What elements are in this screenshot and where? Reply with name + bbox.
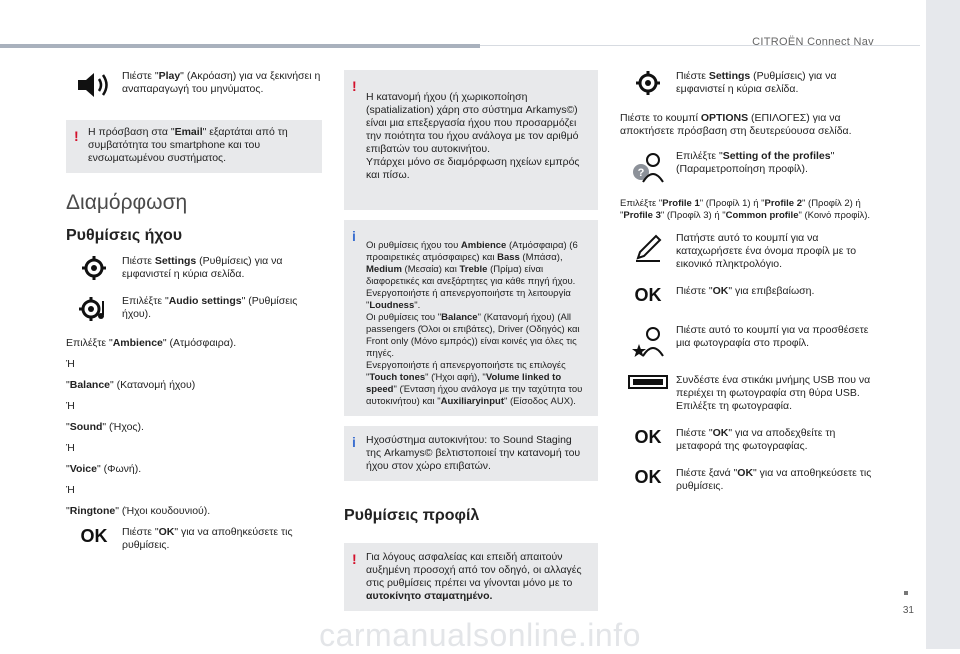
accept-step — [620, 427, 872, 453]
column-2 — [344, 70, 598, 611]
ok-button: OK — [80, 526, 108, 546]
sound-text: "Sound" (Ήχος). — [66, 421, 144, 433]
ringtone-text: "Ringtone" (Ήχοι κουδουνιού). — [66, 505, 211, 517]
spatialization-note: ! Η κατανομή ήχου (ή χωρικοποίηση (spatialization) χάρη στο σύστημα Arkamys©) είναι μια επεξεργασία ήχου που προσαρμόζει την ποιότητα του ήχου ανάλογα με τον αριθμό επιβατών του αυτοκινήτου. Υπάρχει μόνο σε διαμόρφωση ηχείων εμπρός και πίσω. — [344, 70, 598, 210]
usb-step — [620, 374, 872, 413]
or-text: Ή — [66, 400, 75, 412]
settings-step — [66, 255, 322, 281]
ok-button: OK — [634, 467, 662, 487]
speaker-icon — [66, 70, 122, 100]
page-marker — [904, 591, 908, 595]
ambience-note: i Οι ρυθμίσεις ήχου του Ambience (Ατμόσφαιρα) (6 προαιρετικές ατμόσφαιρες) και Bass (Μπάσα), Medium (Μεσαία) και Treble (Πρίμα) είναι διαφορετικές και ανεξάρτητες για κάθε πηγή ήχου. Ενεργοποιήστε ή απενεργοποιήστε τη λειτουργία "Loudness". Οι ρυθμίσεις του "Balance" (Κατανομή ήχου) (All passengers (Όλοι οι επιβάτες), Driver (Οδηγός) και Front only (Μόνο εμπρός)) είναι κοινές για όλες τις πηγές. Ενεργοποιήστε ή απενεργοποιήστε τις επιλογές "Touch tones" (Ήχοι αφή), "Volume linked to speed" (Ένταση ήχου ανάλογα με την ταχύτητα του αυτοκινήτου) και "Auxiliaryinput" (Είσοδος AUX). — [344, 220, 598, 416]
confirm-step — [620, 285, 872, 306]
profile-settings-title: Ρυθμίσεις προφίλ — [344, 507, 480, 524]
watermark: carmanualsonline.info — [319, 617, 641, 653]
column-1 — [66, 64, 322, 552]
rename-text: Πατήστε αυτό το κουμπί για να καταχωρήσετε ένα όνομα προφίλ με το εικονικό πληκτρολόγιο. — [676, 232, 857, 270]
ok-step — [66, 526, 322, 552]
profile-photo-icon — [620, 324, 676, 358]
page-number: 31 — [902, 605, 914, 616]
usb-text: Συνδέστε ένα στικάκι μνήμης USB που να περιέχει τη φωτογραφία στη θύρα USB. Επιλέξτε τη φωτογραφία. — [676, 374, 871, 412]
confirm-text: Πιέστε "OK" για επιβεβαίωση. — [676, 285, 815, 297]
usb-port-icon — [620, 374, 676, 390]
gear-music-icon — [66, 295, 122, 323]
ok-button: OK — [634, 285, 662, 305]
info-icon: i — [352, 228, 356, 244]
or-text: Ή — [66, 442, 75, 454]
options-text: Πιέστε το κουμπί OPTIONS (ΕΠΙΛΟΓΕΣ) για να αποκτήσετε πρόσβαση στη δευτερεύουσα σελίδα. — [620, 112, 852, 137]
info-icon: i — [352, 434, 356, 450]
email-note: ! Η πρόσβαση στα "Email" εξαρτάται από τη συμβατότητα του smartphone και του ενσωματωμένου συστήματος. — [66, 120, 322, 173]
profile-icon — [620, 150, 676, 184]
select-profile-text: Επιλέξτε "Profile 1" (Προφίλ 1) ή "Profile 2" (Προφίλ 2) ή "Profile 3" (Προφίλ 3) ή "Common profile" (Κοινό προφίλ). — [620, 198, 871, 221]
side-strip — [926, 0, 960, 649]
play-text: Πιέστε "Play" (Ακρόαση) για να ξεκινήσει η αναπαραγωγή του μηνύματος. — [122, 70, 321, 95]
photo-text: Πιέστε αυτό το κουμπί για να προσθέσετε μια φωτογραφία στο προφίλ. — [676, 324, 869, 349]
save-step — [620, 467, 872, 493]
ok-text: Πιέστε "OK" για να αποθηκεύσετε τις ρυθμίσεις. — [122, 526, 293, 551]
warning-icon: ! — [352, 551, 357, 567]
audio-settings-title: Ρυθμίσεις ήχου — [66, 227, 183, 244]
settings-text: Πιέστε Settings (Ρυθμίσεις) για να εμφανιστεί η κύρια σελίδα. — [122, 255, 283, 280]
rename-step — [620, 232, 872, 271]
audio-settings-step — [66, 295, 322, 323]
profiles-step — [620, 150, 872, 184]
warning-icon: ! — [74, 128, 79, 144]
header-bar — [0, 44, 480, 48]
settings-step — [620, 70, 872, 96]
play-step — [66, 70, 322, 100]
header-title: CITROËN Connect Nav — [752, 36, 874, 48]
safety-note: ! Για λόγους ασφαλείας και επειδή απαιτούν αυξημένη προσοχή από τον οδηγό, οι αλλαγές στις ρυθμίσεις πρέπει να γίνονται μόνο με το αυτοκίνητο σταματημένο. — [344, 543, 598, 611]
section-title: Διαμόρφωση — [66, 191, 188, 214]
svg-text:?: ? — [637, 167, 645, 179]
settings-text: Πιέστε Settings (Ρυθμίσεις) για να εμφανιστεί η κύρια σελίδα. — [676, 70, 837, 95]
photo-step — [620, 324, 872, 358]
column-3 — [620, 70, 872, 493]
warning-icon: ! — [352, 78, 357, 94]
profiles-text: Επιλέξτε "Setting of the profiles" (Παραμετροποίηση προφίλ). — [676, 150, 835, 175]
audio-settings-text: Επιλέξτε "Audio settings" (Ρυθμίσεις ήχου). — [122, 295, 298, 320]
ambience-text: Επιλέξτε "Ambience" (Ατμόσφαιρα). — [66, 337, 237, 349]
gear-icon — [66, 255, 122, 281]
or-text: Ή — [66, 484, 75, 496]
sound-staging-note: i Ηχοσύστημα αυτοκινήτου: το Sound Staging της Arkamys© βελτιστοποιεί την κατανομή του ήχου στον χώρο επιβατών. — [344, 426, 598, 481]
balance-text: "Balance" (Κατανομή ήχου) — [66, 379, 196, 391]
gear-icon — [620, 70, 676, 96]
or-text: Ή — [66, 358, 75, 370]
ok-button: OK — [634, 427, 662, 447]
accept-text: Πιέστε "OK" για να αποδεχθείτε τη μεταφορά της φωτογραφίας. — [676, 427, 836, 452]
pencil-icon — [620, 232, 676, 264]
save-text: Πιέστε ξανά "OK" για να αποθηκεύσετε τις ρυθμίσεις. — [676, 467, 872, 492]
voice-text: "Voice" (Φωνή). — [66, 463, 142, 475]
